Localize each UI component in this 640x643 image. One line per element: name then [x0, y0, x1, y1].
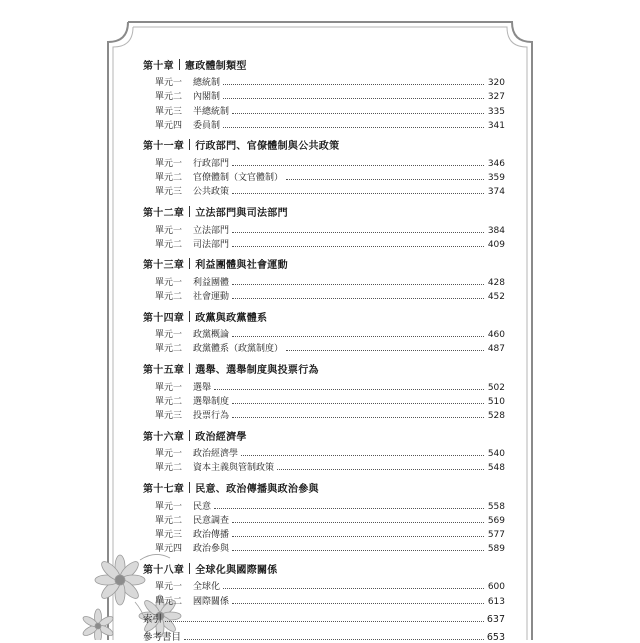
chapter-heading[interactable]	[143, 56, 505, 72]
toc-entry[interactable]	[143, 459, 505, 473]
unit-label: 單元二	[155, 463, 183, 474]
chapter-number: 第十七章	[143, 483, 185, 495]
toc-entry[interactable]	[143, 169, 505, 183]
chapter-divider	[189, 311, 190, 322]
section-list	[143, 445, 505, 473]
unit-label: 單元一	[155, 78, 183, 89]
dot-leader	[286, 179, 484, 180]
unit-label: 單元二	[155, 239, 183, 250]
chapter-title: 政治經濟學	[195, 431, 247, 443]
page-number: 653	[486, 631, 505, 643]
chapter-title: 行政部門、官僚體制與公共政策	[195, 141, 340, 153]
toc-entry[interactable]	[143, 74, 505, 88]
unit-label: 單元四	[155, 120, 183, 131]
unit-label: 單元一	[155, 582, 183, 593]
dot-leader	[232, 298, 484, 299]
toc-entry[interactable]	[143, 288, 505, 302]
toc-entry[interactable]	[143, 497, 505, 511]
toc-entry[interactable]	[143, 407, 505, 421]
chapter-title: 選舉、選舉制度與投票行為	[195, 364, 319, 376]
chapter-number: 第十三章	[143, 260, 185, 272]
toc-entry[interactable]	[143, 274, 505, 288]
table-of-contents	[143, 56, 505, 643]
toc-entry[interactable]	[143, 393, 505, 407]
unit-label: 單元二	[155, 292, 183, 303]
dot-leader	[286, 350, 484, 351]
toc-entry[interactable]	[143, 512, 505, 526]
dot-leader	[232, 232, 484, 233]
section-list	[143, 326, 505, 354]
dot-leader	[165, 621, 484, 622]
section-title: 政黨概論	[193, 330, 230, 341]
section-list	[143, 74, 505, 131]
chapter-heading[interactable]	[143, 308, 505, 324]
page-number: 569	[487, 515, 505, 526]
page-number: 487	[487, 344, 505, 355]
dot-leader	[232, 603, 484, 604]
section-title: 社會運動	[193, 292, 230, 303]
page-number: 452	[487, 292, 505, 303]
page-number: 428	[487, 277, 505, 288]
section-list	[143, 378, 505, 421]
chapter-number: 第十四章	[143, 312, 185, 324]
unit-label: 單元三	[155, 411, 183, 421]
dot-leader	[232, 536, 484, 537]
page-number: 320	[487, 78, 505, 89]
page-number: 548	[487, 463, 505, 474]
section-list	[143, 578, 505, 606]
page-number: 374	[487, 187, 505, 198]
toc-entry[interactable]	[143, 445, 505, 459]
unit-label: 單元二	[155, 515, 183, 526]
dot-leader	[223, 98, 484, 99]
toc-entry[interactable]	[143, 155, 505, 169]
chapter-number: 第十八章	[143, 564, 185, 576]
section-title: 政治參與	[193, 544, 230, 555]
section-list	[143, 221, 505, 249]
extra-title: 參考書目	[143, 631, 182, 643]
dot-leader	[277, 469, 484, 470]
section-title: 民意	[193, 501, 212, 512]
page-number: 540	[487, 449, 505, 460]
section-title: 選舉制度	[193, 396, 230, 407]
page-number: 359	[487, 173, 505, 184]
section-title: 利益團體	[193, 277, 230, 288]
section-title: 內閣制	[193, 92, 221, 103]
dot-leader	[232, 246, 484, 247]
chapter-number: 第十一章	[143, 141, 185, 153]
dot-leader	[232, 165, 484, 166]
section-list	[143, 497, 505, 554]
page-number: 327	[487, 92, 505, 103]
section-title: 總統制	[193, 78, 221, 89]
unit-label: 單元二	[155, 396, 183, 407]
page-number: 341	[487, 120, 505, 131]
chapter-title: 利益團體與社會運動	[195, 260, 288, 272]
dot-leader	[232, 417, 484, 418]
unit-label: 單元一	[155, 225, 183, 236]
toc-entry[interactable]	[143, 378, 505, 392]
chapter-heading[interactable]	[143, 427, 505, 443]
chapter-divider	[179, 59, 180, 70]
extra-title: 索引	[143, 613, 163, 625]
dot-leader	[214, 508, 484, 509]
section-title: 官僚體制（文官體制）	[193, 173, 284, 184]
section-title: 資本主義與管制政策	[193, 463, 275, 474]
unit-label: 單元二	[155, 344, 183, 355]
chapter-title: 全球化與國際關係	[195, 564, 278, 576]
dot-leader	[241, 455, 484, 456]
toc-entry[interactable]	[143, 88, 505, 102]
unit-label: 單元一	[155, 449, 183, 460]
page-number: 502	[487, 382, 505, 393]
chapter-title: 民意、政治傳播與政治參與	[195, 483, 319, 495]
chapter-number: 第十二章	[143, 207, 185, 219]
toc-entry[interactable]	[143, 340, 505, 354]
section-title: 公共政策	[193, 187, 230, 198]
unit-label: 單元二	[155, 596, 183, 607]
unit-label: 單元一	[155, 501, 183, 512]
section-title: 國際關係	[193, 596, 230, 607]
unit-label: 單元一	[155, 158, 183, 169]
chapter-heading[interactable]	[143, 479, 505, 495]
toc-entry[interactable]	[143, 540, 505, 554]
chapter-number: 第十章	[143, 60, 174, 72]
dot-leader	[232, 336, 484, 337]
section-title: 司法部門	[193, 239, 230, 250]
page-number: 335	[487, 106, 505, 117]
section-title: 行政部門	[193, 158, 230, 169]
chapter-heading[interactable]	[143, 137, 505, 153]
toc-entry[interactable]	[143, 221, 505, 235]
chapter-divider	[189, 258, 190, 269]
page-number: 613	[487, 596, 505, 607]
unit-label: 單元二	[155, 173, 183, 184]
section-title: 半總統制	[193, 106, 230, 117]
unit-label: 單元一	[155, 382, 183, 393]
toc-entry[interactable]	[143, 526, 505, 540]
page-number: 637	[486, 613, 505, 625]
section-list	[143, 155, 505, 198]
chapter-heading[interactable]	[143, 203, 505, 219]
chapter-heading[interactable]	[143, 360, 505, 376]
page-number: 346	[487, 158, 505, 169]
chapter-number: 第十六章	[143, 431, 185, 443]
page-number: 460	[487, 330, 505, 341]
dot-leader	[232, 113, 484, 114]
dot-leader	[232, 403, 484, 404]
section-title: 政黨體系（政黨制度）	[193, 344, 284, 355]
page-number: 510	[487, 396, 505, 407]
toc-extra-entry[interactable]	[143, 609, 505, 625]
chapter-divider	[189, 363, 190, 374]
section-title: 委員制	[193, 120, 221, 131]
chapter-divider	[189, 430, 190, 441]
chapter-divider	[189, 206, 190, 217]
dot-leader	[232, 522, 484, 523]
unit-label: 單元三	[155, 529, 183, 540]
toc-entry[interactable]	[143, 578, 505, 592]
page-number: 409	[487, 239, 505, 250]
chapter-divider	[189, 482, 190, 493]
dot-leader	[223, 84, 484, 85]
dot-leader	[232, 284, 484, 285]
dot-leader	[223, 127, 484, 128]
section-title: 民意調查	[193, 515, 230, 526]
chapter-divider	[189, 139, 190, 150]
unit-label: 單元三	[155, 187, 183, 198]
section-title: 政治經濟學	[193, 449, 239, 460]
toc-entry[interactable]	[143, 183, 505, 197]
page-number: 384	[487, 225, 505, 236]
chapter-divider	[189, 563, 190, 574]
page-number: 558	[487, 501, 505, 512]
page-number: 600	[487, 582, 505, 593]
dot-leader	[184, 639, 484, 640]
chapter-title: 政黨與政黨體系	[195, 312, 268, 324]
dot-leader	[214, 389, 484, 390]
page-number: 577	[487, 529, 505, 540]
chapter-title: 憲政體制類型	[184, 60, 247, 72]
dot-leader	[232, 550, 484, 551]
unit-label: 單元一	[155, 330, 183, 341]
dot-leader	[232, 193, 484, 194]
toc-entry[interactable]	[143, 326, 505, 340]
section-title: 政治傳播	[193, 529, 230, 540]
toc-extra-entry[interactable]	[143, 627, 505, 643]
toc-entry[interactable]	[143, 236, 505, 250]
chapter-heading[interactable]	[143, 560, 505, 576]
page-number: 528	[487, 411, 505, 421]
page-number: 589	[487, 544, 505, 555]
section-title: 立法部門	[193, 225, 230, 236]
unit-label: 單元三	[155, 106, 183, 117]
toc-entry[interactable]	[143, 102, 505, 116]
unit-label: 單元一	[155, 277, 183, 288]
chapter-number: 第十五章	[143, 364, 185, 376]
unit-label: 單元四	[155, 544, 183, 555]
section-title: 選舉	[193, 382, 212, 393]
toc-entry[interactable]	[143, 592, 505, 606]
section-title: 投票行為	[193, 411, 230, 421]
toc-entry[interactable]	[143, 117, 505, 131]
section-title: 全球化	[193, 582, 221, 593]
unit-label: 單元二	[155, 92, 183, 103]
chapter-heading[interactable]	[143, 256, 505, 272]
section-list	[143, 274, 505, 302]
chapter-title: 立法部門與司法部門	[195, 207, 288, 219]
dot-leader	[223, 588, 484, 589]
